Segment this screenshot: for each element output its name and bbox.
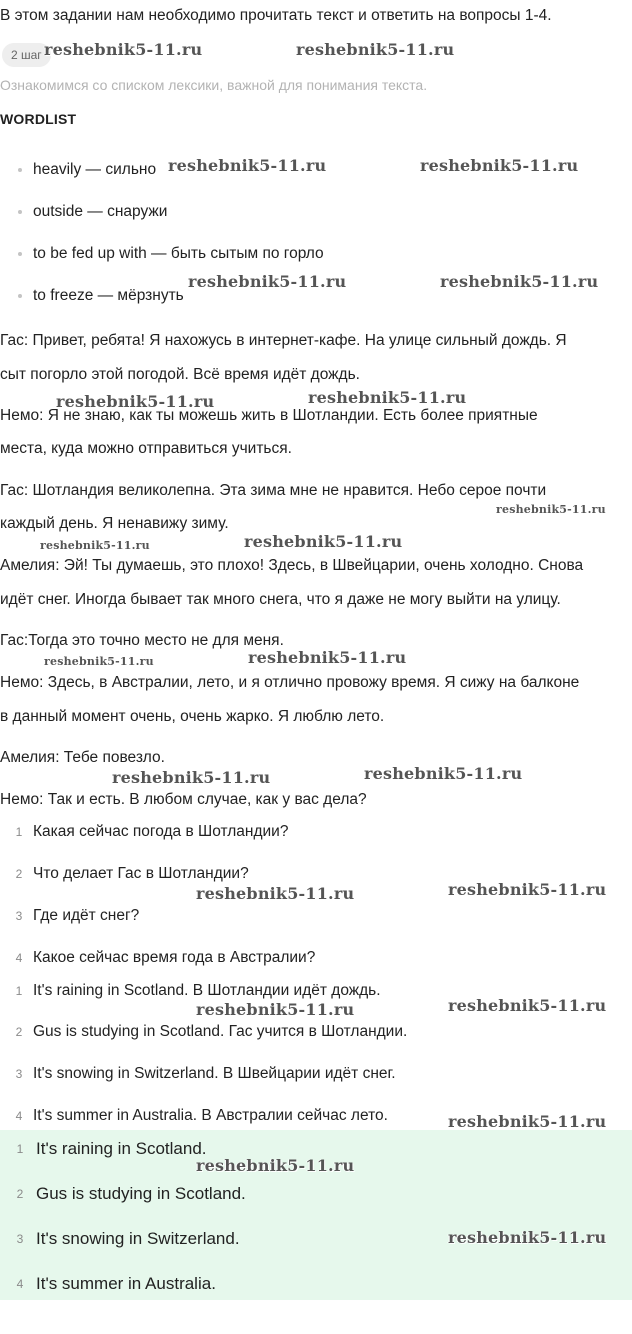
watermark: reshebnik5-11.ru (440, 272, 599, 291)
dialogue-line: каждый день. Я ненавижу зиму. (0, 515, 229, 532)
answer-number: 2 (15, 1025, 23, 1039)
question-text: Где идёт снег? (33, 907, 140, 924)
wordlist-heading: WORDLIST (0, 111, 77, 127)
watermark: reshebnik5-11.ru (56, 392, 215, 411)
dialogue-line: Немо: Здесь, в Австралии, лето, и я отлично провожу время. Я сижу на балконе (0, 674, 580, 691)
bullet-dot-icon (18, 252, 22, 256)
watermark: reshebnik5-11.ru (248, 648, 407, 667)
dialogue-line: Амелия: Тебе повезло. (0, 749, 165, 766)
final-answer-number: 2 (16, 1187, 24, 1201)
question-number: 4 (15, 951, 23, 965)
final-answer-text: It's summer in Australia. (36, 1274, 216, 1293)
answer-text: It's summer in Australia. В Австралии сейчас лето. (33, 1107, 388, 1124)
answer-number: 1 (15, 984, 23, 998)
question-number: 1 (15, 825, 23, 839)
bullet-dot-icon (18, 168, 22, 172)
final-answer-text: It's raining in Scotland. (36, 1139, 207, 1158)
section-subtitle: Ознакомимся со списком лексики, важной для понимания текста. (0, 77, 428, 93)
watermark: reshebnik5-11.ru (448, 880, 607, 899)
dialogue-line: сыт погорло этой погодой. Всё время идёт дождь. (0, 366, 360, 383)
bullet-dot-icon (18, 210, 22, 214)
question-number: 3 (15, 909, 23, 923)
final-answer-text: It's snowing in Switzerland. (36, 1229, 240, 1248)
task-intro: В этом задании нам необходимо прочитать текст и ответить на вопросы 1-4. (0, 7, 552, 24)
watermark: reshebnik5-11.ru (44, 655, 154, 668)
question-number: 2 (15, 867, 23, 881)
dialogue-line: Немо: Я не знаю, как ты можешь жить в Шотландии. Есть более приятные (0, 407, 538, 424)
question-text: Какая сейчас погода в Шотландии? (33, 823, 289, 840)
wordlist-item: heavily — сильно (33, 161, 157, 178)
answer-number: 3 (15, 1067, 23, 1081)
final-answer-number: 4 (16, 1277, 24, 1291)
watermark: reshebnik5-11.ru (196, 1000, 355, 1019)
dialogue-line: Амелия: Эй! Ты думаешь, это плохо! Здесь, в Швейцарии, очень холодно. Снова (0, 557, 584, 574)
question-text: Что делает Гас в Шотландии? (33, 865, 249, 882)
watermark: reshebnik5-11.ru (196, 884, 355, 903)
dialogue-line: Немо: Так и есть. В любом случае, как у вас дела? (0, 791, 367, 808)
watermark: reshebnik5-11.ru (168, 156, 327, 175)
dialogue-line: Гас: Привет, ребята! Я нахожусь в интернет-кафе. На улице сильный дождь. Я (0, 332, 567, 349)
watermark: reshebnik5-11.ru (308, 388, 467, 407)
watermark: reshebnik5-11.ru (420, 156, 579, 175)
dialogue-line: идёт снег. Иногда бывает так много снега, что я даже не могу выйти на улицу. (0, 591, 561, 608)
watermark: reshebnik5-11.ru (188, 272, 347, 291)
watermark: reshebnik5-11.ru (448, 996, 607, 1015)
bullet-dot-icon (18, 294, 22, 298)
watermark: reshebnik5-11.ru (496, 503, 606, 516)
watermark: reshebnik5-11.ru (40, 539, 150, 552)
dialogue-line: места, куда можно отправиться учиться. (0, 440, 292, 457)
watermark: reshebnik5-11.ru (448, 1228, 607, 1247)
final-answer-number: 3 (16, 1232, 24, 1246)
wordlist-item: to freeze — мёрзнуть (33, 287, 184, 304)
final-answer-number: 1 (16, 1142, 24, 1156)
watermark: reshebnik5-11.ru (244, 532, 403, 551)
step-badge: 2 шаг (2, 43, 51, 67)
answer-text: It's raining in Scotland. В Шотландии идёт дождь. (33, 982, 381, 999)
wordlist-item: outside — снаружи (33, 203, 168, 220)
answer-number: 4 (15, 1109, 23, 1123)
watermark: reshebnik5-11.ru (448, 1112, 607, 1131)
dialogue-line: в данный момент очень, очень жарко. Я люблю лето. (0, 708, 385, 725)
answer-text: It's snowing in Switzerland. В Швейцарии идёт снег. (33, 1065, 396, 1082)
answer-text: Gus is studying in Scotland. Гас учится в Шотландии. (33, 1023, 408, 1040)
dialogue-line: Гас:Тогда это точно место не для меня. (0, 632, 284, 649)
watermark: reshebnik5-11.ru (112, 768, 271, 787)
watermark: reshebnik5-11.ru (44, 40, 203, 59)
question-text: Какое сейчас время года в Австралии? (33, 949, 316, 966)
dialogue-line: Гас: Шотландия великолепна. Эта зима мне не нравится. Небо серое почти (0, 482, 547, 499)
wordlist-item: to be fed up with — быть сытым по горло (33, 245, 324, 262)
watermark: reshebnik5-11.ru (364, 764, 523, 783)
watermark: reshebnik5-11.ru (296, 40, 455, 59)
final-answer-text: Gus is studying in Scotland. (36, 1184, 246, 1203)
watermark: reshebnik5-11.ru (196, 1156, 355, 1175)
